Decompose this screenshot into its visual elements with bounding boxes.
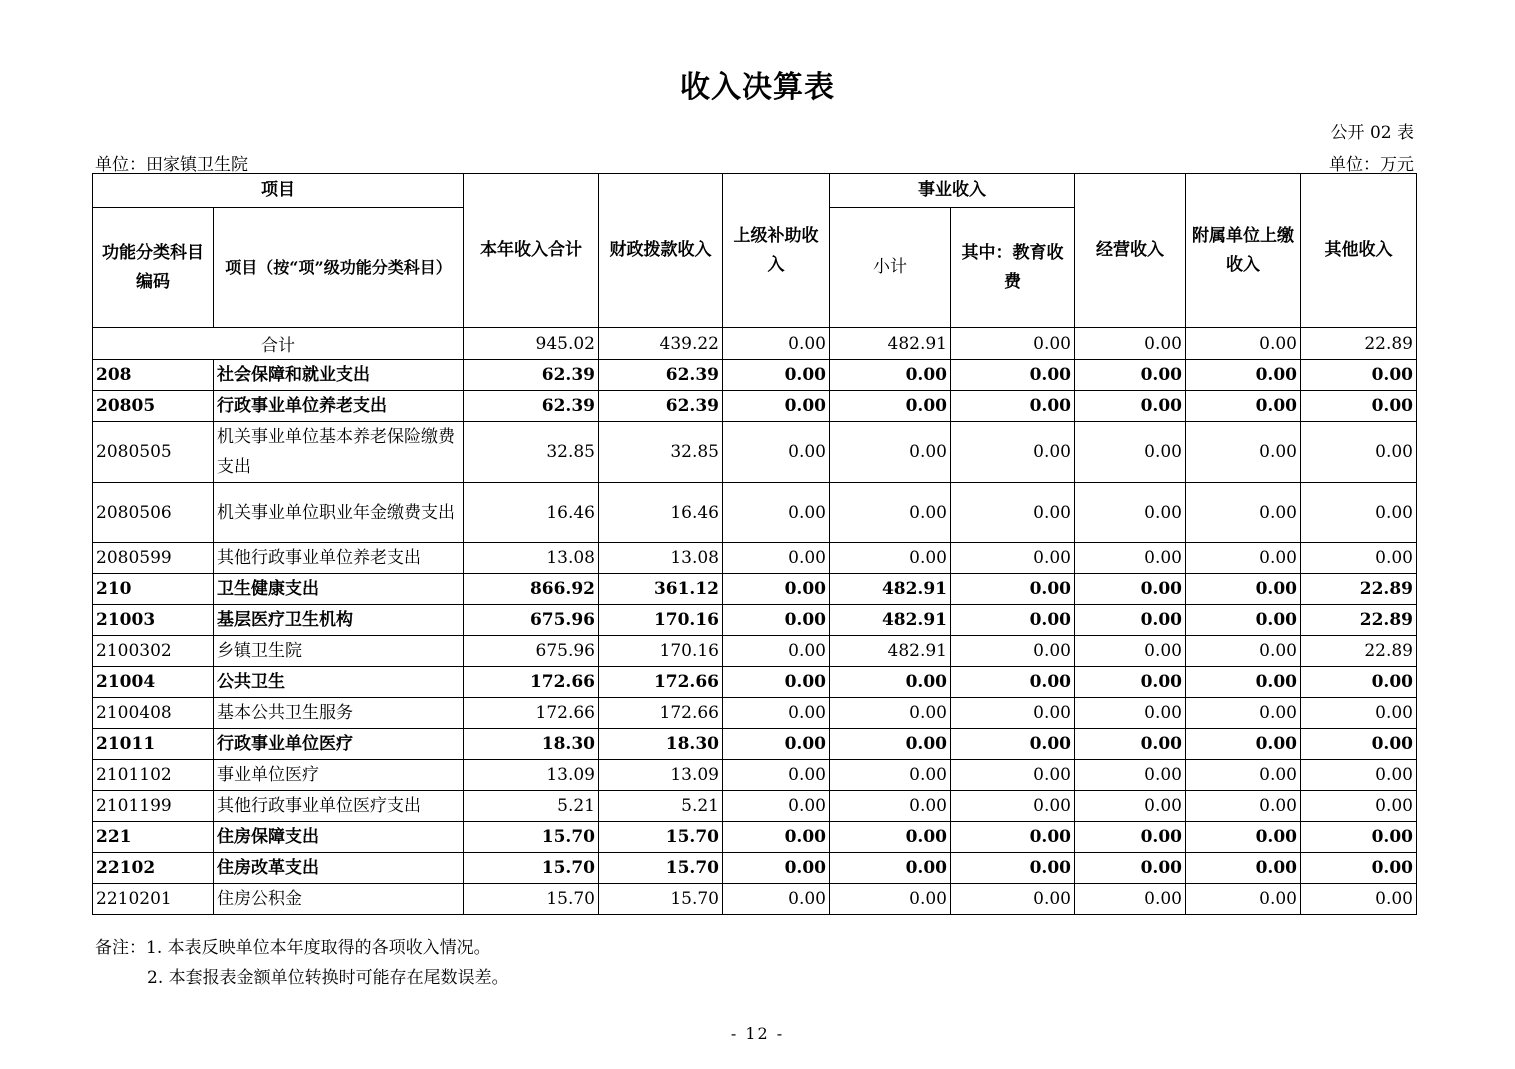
row-value-cell: 0.00 — [723, 543, 830, 574]
row-name: 事业单位医疗 — [214, 760, 464, 791]
row-value-cell: 0.00 — [1186, 574, 1301, 605]
row-code: 21004 — [93, 667, 214, 698]
table-row — [93, 667, 1417, 698]
row-value-cell: 482.91 — [830, 605, 951, 636]
row-name: 公共卫生 — [214, 667, 464, 698]
row-name: 其他行政事业单位养老支出 — [214, 543, 464, 574]
row-value-cell: 0.00 — [951, 360, 1075, 391]
table-row — [93, 729, 1417, 760]
row-value-cell: 13.08 — [464, 543, 599, 574]
row-value-cell: 866.92 — [464, 574, 599, 605]
row-value-cell: 15.70 — [464, 822, 599, 853]
total-label: 合计 — [93, 328, 464, 360]
row-value-cell: 0.00 — [1301, 884, 1417, 915]
row-value-cell: 0.00 — [830, 360, 951, 391]
row-value-cell: 0.00 — [830, 422, 951, 483]
row-value-cell: 172.66 — [599, 667, 723, 698]
row-value-cell: 0.00 — [1186, 391, 1301, 422]
total-cell: 0.00 — [1186, 328, 1301, 360]
row-value-cell: 32.85 — [599, 422, 723, 483]
row-value-cell: 0.00 — [1075, 884, 1186, 915]
row-code: 221 — [93, 822, 214, 853]
table-row — [93, 360, 1417, 391]
row-value-cell: 0.00 — [1301, 822, 1417, 853]
header-operating: 经营收入 — [1075, 174, 1186, 328]
header-subtotal: 小计 — [830, 208, 951, 328]
row-name: 其他行政事业单位医疗支出 — [214, 791, 464, 822]
row-value-cell: 15.70 — [464, 884, 599, 915]
row-value-cell: 0.00 — [723, 760, 830, 791]
table-row — [93, 636, 1417, 667]
row-value-cell: 0.00 — [1301, 543, 1417, 574]
row-value-cell: 0.00 — [723, 791, 830, 822]
table-row — [93, 822, 1417, 853]
row-value-cell: 0.00 — [951, 605, 1075, 636]
row-name: 卫生健康支出 — [214, 574, 464, 605]
row-value-cell: 0.00 — [951, 636, 1075, 667]
row-value-cell: 0.00 — [1186, 543, 1301, 574]
income-settlement-table — [92, 173, 1417, 915]
page-number: - 12 - — [730, 1024, 785, 1043]
row-value-cell: 0.00 — [830, 667, 951, 698]
row-value-cell: 0.00 — [1075, 483, 1186, 543]
row-value-cell: 0.00 — [1301, 791, 1417, 822]
row-value-cell: 0.00 — [1186, 667, 1301, 698]
row-value-cell: 675.96 — [464, 636, 599, 667]
row-value-cell: 18.30 — [599, 729, 723, 760]
total-cell: 945.02 — [464, 328, 599, 360]
row-value-cell: 0.00 — [951, 791, 1075, 822]
row-code: 2101102 — [93, 760, 214, 791]
row-value-cell: 0.00 — [723, 729, 830, 760]
row-value-cell: 0.00 — [1075, 822, 1186, 853]
row-value-cell: 0.00 — [951, 543, 1075, 574]
header-superior: 上级补助收入 — [723, 174, 830, 328]
row-value-cell: 482.91 — [830, 574, 951, 605]
total-cell: 0.00 — [1075, 328, 1186, 360]
header-total: 本年收入合计 — [464, 174, 599, 328]
notes — [95, 933, 509, 993]
row-value-cell: 5.21 — [599, 791, 723, 822]
row-value-cell: 170.16 — [599, 605, 723, 636]
row-value-cell: 172.66 — [464, 667, 599, 698]
row-value-cell: 15.70 — [599, 822, 723, 853]
row-value-cell: 0.00 — [723, 698, 830, 729]
row-value-cell: 0.00 — [1186, 853, 1301, 884]
row-name: 基层医疗卫生机构 — [214, 605, 464, 636]
row-value-cell: 0.00 — [1301, 483, 1417, 543]
row-value-cell: 0.00 — [723, 667, 830, 698]
table-row — [93, 791, 1417, 822]
row-value-cell: 0.00 — [1075, 636, 1186, 667]
total-cell: 0.00 — [951, 328, 1075, 360]
row-value-cell: 0.00 — [723, 853, 830, 884]
note-line-2: 2. 本套报表金额单位转换时可能存在尾数误差。 — [147, 968, 509, 988]
row-value-cell: 0.00 — [1075, 791, 1186, 822]
row-code: 2210201 — [93, 884, 214, 915]
row-value-cell: 0.00 — [951, 822, 1075, 853]
row-code: 2101199 — [93, 791, 214, 822]
header-fiscal: 财政拨款收入 — [599, 174, 723, 328]
header-education: 其中：教育收费 — [951, 208, 1075, 328]
row-code: 2100408 — [93, 698, 214, 729]
row-value-cell: 0.00 — [1186, 605, 1301, 636]
table-row — [93, 574, 1417, 605]
row-value-cell: 0.00 — [1075, 422, 1186, 483]
row-value-cell: 0.00 — [1301, 422, 1417, 483]
table-row — [93, 422, 1417, 483]
row-value-cell: 0.00 — [1186, 698, 1301, 729]
row-value-cell: 0.00 — [1186, 884, 1301, 915]
row-value-cell: 32.85 — [464, 422, 599, 483]
row-value-cell: 0.00 — [830, 853, 951, 884]
row-value-cell: 62.39 — [599, 360, 723, 391]
row-name: 住房改革支出 — [214, 853, 464, 884]
table-row — [93, 483, 1417, 543]
row-value-cell: 18.30 — [464, 729, 599, 760]
row-name: 机关事业单位基本养老保险缴费支出 — [214, 422, 464, 483]
row-value-cell: 172.66 — [599, 698, 723, 729]
row-value-cell: 0.00 — [1301, 853, 1417, 884]
row-value-cell: 0.00 — [830, 698, 951, 729]
row-value-cell: 0.00 — [951, 698, 1075, 729]
row-value-cell: 0.00 — [1075, 605, 1186, 636]
row-code: 208 — [93, 360, 214, 391]
row-value-cell: 0.00 — [951, 391, 1075, 422]
row-value-cell: 0.00 — [723, 822, 830, 853]
row-value-cell: 0.00 — [951, 574, 1075, 605]
row-name: 乡镇卫生院 — [214, 636, 464, 667]
row-value-cell: 0.00 — [723, 391, 830, 422]
row-value-cell: 0.00 — [951, 884, 1075, 915]
row-value-cell: 16.46 — [464, 483, 599, 543]
unit-currency: 单位：万元 — [1329, 155, 1414, 175]
row-value-cell: 0.00 — [830, 483, 951, 543]
row-name: 行政事业单位养老支出 — [214, 391, 464, 422]
header-project-name: 项目（按“项”级功能分类科目） — [214, 208, 464, 328]
row-value-cell: 0.00 — [951, 853, 1075, 884]
row-value-cell: 675.96 — [464, 605, 599, 636]
row-value-cell: 0.00 — [1075, 391, 1186, 422]
row-value-cell: 0.00 — [1075, 360, 1186, 391]
row-value-cell: 0.00 — [1301, 360, 1417, 391]
row-value-cell: 0.00 — [723, 884, 830, 915]
row-value-cell: 0.00 — [1186, 760, 1301, 791]
row-name: 行政事业单位医疗 — [214, 729, 464, 760]
header-project: 项目 — [93, 174, 464, 208]
row-value-cell: 0.00 — [1075, 760, 1186, 791]
header-other: 其他收入 — [1301, 174, 1417, 328]
table-row — [93, 760, 1417, 791]
row-value-cell: 0.00 — [723, 483, 830, 543]
unit-organization: 单位：田家镇卫生院 — [95, 155, 248, 175]
row-value-cell: 0.00 — [951, 760, 1075, 791]
row-value-cell: 0.00 — [830, 760, 951, 791]
row-value-cell: 361.12 — [599, 574, 723, 605]
row-value-cell: 62.39 — [464, 360, 599, 391]
row-code: 2080506 — [93, 483, 214, 543]
row-value-cell: 0.00 — [1301, 729, 1417, 760]
header-affiliated: 附属单位上缴收入 — [1186, 174, 1301, 328]
row-code: 20805 — [93, 391, 214, 422]
row-value-cell: 13.09 — [599, 760, 723, 791]
row-name: 社会保障和就业支出 — [214, 360, 464, 391]
row-code: 2080599 — [93, 543, 214, 574]
row-value-cell: 0.00 — [830, 391, 951, 422]
row-code: 22102 — [93, 853, 214, 884]
row-value-cell: 0.00 — [1075, 729, 1186, 760]
row-name: 住房公积金 — [214, 884, 464, 915]
row-value-cell: 5.21 — [464, 791, 599, 822]
row-value-cell: 0.00 — [1075, 698, 1186, 729]
total-row — [93, 328, 1417, 360]
total-cell: 439.22 — [599, 328, 723, 360]
row-value-cell: 16.46 — [599, 483, 723, 543]
table-row — [93, 884, 1417, 915]
row-value-cell: 0.00 — [1075, 853, 1186, 884]
row-value-cell: 0.00 — [1186, 822, 1301, 853]
row-value-cell: 0.00 — [723, 636, 830, 667]
row-value-cell: 0.00 — [951, 422, 1075, 483]
row-value-cell: 62.39 — [599, 391, 723, 422]
row-value-cell: 0.00 — [1301, 760, 1417, 791]
row-value-cell: 172.66 — [464, 698, 599, 729]
row-value-cell: 0.00 — [723, 605, 830, 636]
row-value-cell: 15.70 — [599, 884, 723, 915]
row-name: 基本公共卫生服务 — [214, 698, 464, 729]
header-func-code: 功能分类科目编码 — [93, 208, 214, 328]
table-row — [93, 853, 1417, 884]
row-value-cell: 0.00 — [723, 422, 830, 483]
note-line-1: 备注：1. 本表反映单位本年度取得的各项收入情况。 — [95, 938, 491, 958]
total-cell: 22.89 — [1301, 328, 1417, 360]
row-code: 2080505 — [93, 422, 214, 483]
row-value-cell: 22.89 — [1301, 636, 1417, 667]
row-value-cell: 170.16 — [599, 636, 723, 667]
row-value-cell: 0.00 — [1186, 422, 1301, 483]
row-value-cell: 0.00 — [830, 729, 951, 760]
table-row — [93, 391, 1417, 422]
table-row — [93, 543, 1417, 574]
row-value-cell: 0.00 — [1186, 729, 1301, 760]
row-value-cell: 22.89 — [1301, 574, 1417, 605]
row-value-cell: 15.70 — [599, 853, 723, 884]
row-code: 21011 — [93, 729, 214, 760]
row-value-cell: 0.00 — [1301, 391, 1417, 422]
table-row — [93, 605, 1417, 636]
row-code: 21003 — [93, 605, 214, 636]
row-value-cell: 0.00 — [1075, 574, 1186, 605]
row-value-cell: 0.00 — [830, 822, 951, 853]
table-row — [93, 698, 1417, 729]
form-code: 公开 02 表 — [1330, 123, 1414, 143]
row-value-cell: 62.39 — [464, 391, 599, 422]
page-title: 收入决算表 — [680, 70, 835, 105]
row-code: 2100302 — [93, 636, 214, 667]
row-value-cell: 0.00 — [723, 360, 830, 391]
row-code: 210 — [93, 574, 214, 605]
row-value-cell: 0.00 — [1075, 667, 1186, 698]
row-value-cell: 0.00 — [830, 791, 951, 822]
total-cell: 482.91 — [830, 328, 951, 360]
row-name: 机关事业单位职业年金缴费支出 — [214, 483, 464, 543]
row-value-cell: 0.00 — [1301, 667, 1417, 698]
row-value-cell: 0.00 — [1301, 698, 1417, 729]
row-value-cell: 0.00 — [951, 729, 1075, 760]
row-value-cell: 0.00 — [830, 543, 951, 574]
row-value-cell: 0.00 — [1186, 483, 1301, 543]
row-value-cell: 22.89 — [1301, 605, 1417, 636]
row-value-cell: 13.09 — [464, 760, 599, 791]
row-value-cell: 0.00 — [723, 574, 830, 605]
row-value-cell: 0.00 — [951, 667, 1075, 698]
row-name: 住房保障支出 — [214, 822, 464, 853]
row-value-cell: 0.00 — [830, 884, 951, 915]
header-business-group: 事业收入 — [830, 174, 1075, 208]
row-value-cell: 0.00 — [1075, 543, 1186, 574]
row-value-cell: 13.08 — [599, 543, 723, 574]
row-value-cell: 0.00 — [1186, 636, 1301, 667]
row-value-cell: 0.00 — [1186, 360, 1301, 391]
row-value-cell: 482.91 — [830, 636, 951, 667]
row-value-cell: 15.70 — [464, 853, 599, 884]
row-value-cell: 0.00 — [951, 483, 1075, 543]
row-value-cell: 0.00 — [1186, 791, 1301, 822]
total-cell: 0.00 — [723, 328, 830, 360]
